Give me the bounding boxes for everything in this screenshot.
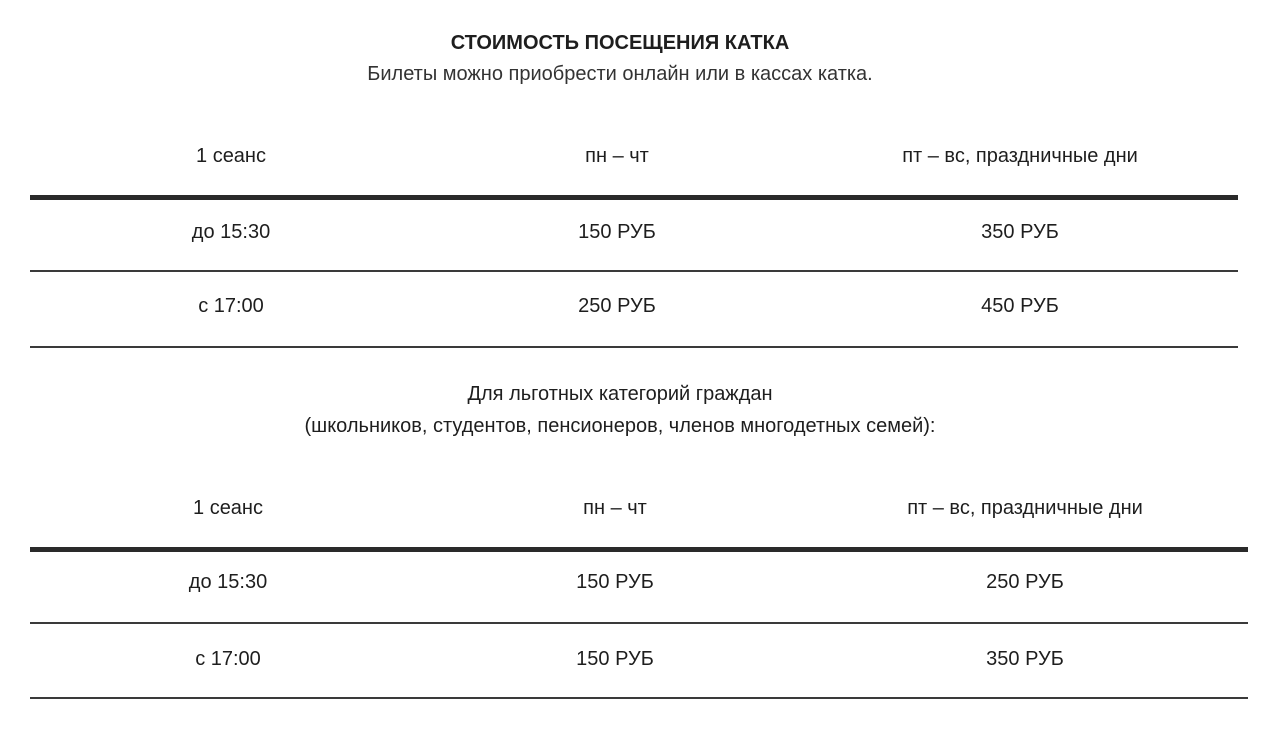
row-price-weekend: 450 РУБ (981, 295, 1059, 317)
table-header-session: 1 сеанс (193, 497, 263, 519)
table-header-session: 1 сеанс (196, 145, 266, 167)
row-time: до 15:30 (191, 221, 271, 243)
row-divider (30, 270, 1238, 272)
page-subtitle: Билеты можно приобрести онлайн или в кассах катка. (367, 63, 873, 85)
row-price-weekdays: 150 РУБ (578, 221, 656, 243)
row-time: с 17:00 (195, 648, 261, 670)
table-header-weekend: пт – вс, праздничные дни (907, 497, 1143, 519)
row-time: с 17:00 (198, 295, 264, 317)
row-price-weekend: 250 РУБ (986, 571, 1064, 593)
row-divider (30, 697, 1248, 699)
row-price-weekdays: 150 РУБ (576, 571, 654, 593)
table-header-weekdays: пн – чт (583, 497, 647, 519)
page-title: СТОИМОСТЬ ПОСЕЩЕНИЯ КАТКА (450, 32, 790, 54)
table-header-weekend: пт – вс, праздничные дни (902, 145, 1138, 167)
header-divider (30, 547, 1248, 552)
header-divider (30, 195, 1238, 200)
table-header-weekdays: пн – чт (585, 145, 649, 167)
row-time: до 15:30 (188, 571, 268, 593)
row-divider (30, 346, 1238, 348)
row-price-weekdays: 250 РУБ (578, 295, 656, 317)
discount-note-title: Для льготных категорий граждан (467, 383, 773, 405)
row-divider (30, 622, 1248, 624)
row-price-weekend: 350 РУБ (986, 648, 1064, 670)
row-price-weekdays: 150 РУБ (576, 648, 654, 670)
row-price-weekend: 350 РУБ (981, 221, 1059, 243)
discount-note-categories: (школьников, студентов, пенсионеров, членов многодетных семей): (304, 415, 936, 437)
